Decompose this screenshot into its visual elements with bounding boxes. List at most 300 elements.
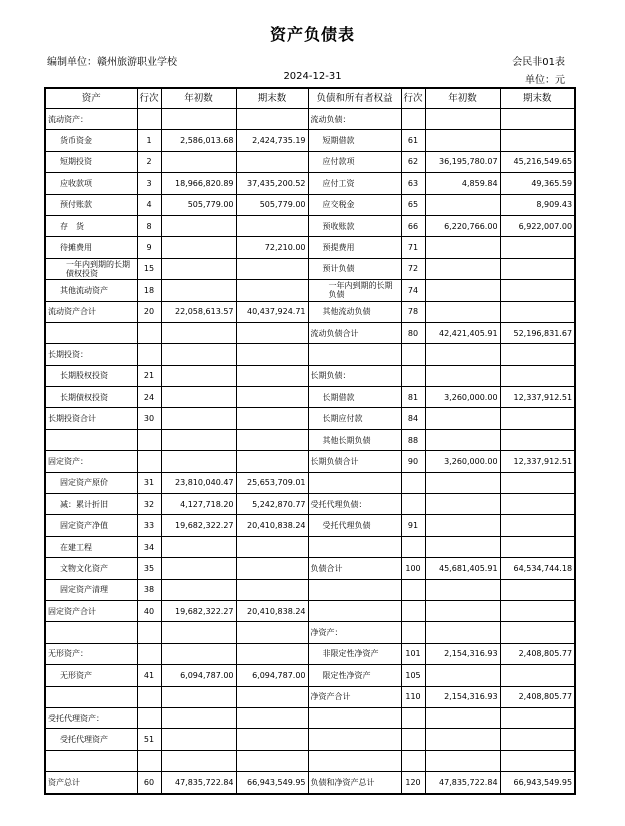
liability-line-no-cell: 61 <box>401 130 425 151</box>
asset-item-cell: 一年内到期的长期债权投资 <box>45 258 137 279</box>
table-row <box>45 301 575 322</box>
asset-ending-cell <box>236 387 308 408</box>
table-row <box>45 772 575 794</box>
liability-beginning-cell: 47,835,722.84 <box>425 772 500 794</box>
asset-beginning-cell <box>161 215 236 236</box>
liability-beginning-cell: 3,260,000.00 <box>425 387 500 408</box>
liability-item-cell <box>308 707 401 728</box>
asset-ending-cell <box>236 579 308 600</box>
table-row <box>45 322 575 343</box>
asset-ending-cell: 20,410,838.24 <box>236 600 308 621</box>
asset-ending-cell <box>236 365 308 386</box>
asset-ending-cell: 72,210.00 <box>236 237 308 258</box>
asset-line-no-cell: 24 <box>137 387 161 408</box>
liability-line-no-cell <box>401 622 425 643</box>
asset-line-no-cell <box>137 707 161 728</box>
asset-beginning-cell <box>161 237 236 258</box>
liability-line-no-cell <box>401 494 425 515</box>
liability-ending-cell: 12,337,912.51 <box>500 387 575 408</box>
liability-ending-cell: 45,216,549.65 <box>500 151 575 172</box>
asset-item-cell <box>45 750 137 771</box>
liability-line-no-cell <box>401 344 425 365</box>
liability-beginning-cell <box>425 365 500 386</box>
liability-item-cell: 应付工资 <box>308 173 401 194</box>
asset-line-no-cell: 41 <box>137 665 161 686</box>
asset-item-cell: 减：累计折旧 <box>45 494 137 515</box>
table-row <box>45 494 575 515</box>
asset-item-cell: 其他流动资产 <box>45 280 137 301</box>
table-row <box>45 194 575 215</box>
table-row <box>45 237 575 258</box>
asset-item-cell <box>45 429 137 450</box>
liability-item-cell: 长期借款 <box>308 387 401 408</box>
asset-ending-cell <box>236 215 308 236</box>
liability-item-cell: 流动负债合计 <box>308 322 401 343</box>
liability-line-no-cell: 101 <box>401 643 425 664</box>
col-header-line-no: 行次 <box>401 88 425 109</box>
liability-beginning-cell <box>425 515 500 536</box>
asset-item-cell: 流动资产合计 <box>45 301 137 322</box>
organization-label: 编制单位：赣州旅游职业学校 <box>47 57 177 68</box>
asset-beginning-cell <box>161 322 236 343</box>
asset-beginning-cell <box>161 558 236 579</box>
liability-line-no-cell <box>401 750 425 771</box>
table-row <box>45 344 575 365</box>
asset-beginning-cell <box>161 579 236 600</box>
liability-ending-cell <box>500 665 575 686</box>
asset-item-cell <box>45 622 137 643</box>
liability-beginning-cell <box>425 280 500 301</box>
liability-beginning-cell <box>425 622 500 643</box>
asset-beginning-cell <box>161 258 236 279</box>
asset-line-no-cell: 40 <box>137 600 161 621</box>
liability-item-cell: 预收账款 <box>308 215 401 236</box>
liability-line-no-cell: 80 <box>401 322 425 343</box>
asset-line-no-cell <box>137 344 161 365</box>
asset-line-no-cell: 51 <box>137 729 161 750</box>
liability-beginning-cell <box>425 109 500 130</box>
asset-beginning-cell: 4,127,718.20 <box>161 494 236 515</box>
asset-line-no-cell: 32 <box>137 494 161 515</box>
asset-line-no-cell: 33 <box>137 515 161 536</box>
asset-line-no-cell: 30 <box>137 408 161 429</box>
asset-ending-cell <box>236 622 308 643</box>
asset-item-cell: 受托代理资产 <box>45 729 137 750</box>
table-row <box>45 686 575 707</box>
report-date: 2024-12-31 <box>283 71 342 82</box>
liability-line-no-cell <box>401 729 425 750</box>
asset-beginning-cell <box>161 429 236 450</box>
liability-line-no-cell: 90 <box>401 451 425 472</box>
liability-ending-cell <box>500 494 575 515</box>
table-row <box>45 643 575 664</box>
asset-item-cell: 资产总计 <box>45 772 137 794</box>
table-row <box>45 215 575 236</box>
asset-line-no-cell <box>137 622 161 643</box>
liability-beginning-cell <box>425 472 500 493</box>
liability-beginning-cell: 4,859.84 <box>425 173 500 194</box>
asset-ending-cell <box>236 451 308 472</box>
asset-beginning-cell: 505,779.00 <box>161 194 236 215</box>
liability-item-cell: 非限定性净资产 <box>308 643 401 664</box>
liability-beginning-cell <box>425 408 500 429</box>
asset-ending-cell: 6,094,787.00 <box>236 665 308 686</box>
liability-beginning-cell <box>425 194 500 215</box>
asset-item-cell: 存 货 <box>45 215 137 236</box>
liability-ending-cell: 2,408,805.77 <box>500 643 575 664</box>
col-header-beginning: 年初数 <box>425 88 500 109</box>
liability-ending-cell <box>500 536 575 557</box>
liability-ending-cell <box>500 258 575 279</box>
asset-line-no-cell <box>137 643 161 664</box>
liability-beginning-cell: 45,681,405.91 <box>425 558 500 579</box>
liability-ending-cell <box>500 707 575 728</box>
table-row <box>45 472 575 493</box>
liability-ending-cell <box>500 130 575 151</box>
asset-line-no-cell <box>137 429 161 450</box>
liability-beginning-cell <box>425 707 500 728</box>
asset-beginning-cell <box>161 280 236 301</box>
liability-line-no-cell: 100 <box>401 558 425 579</box>
table-row <box>45 387 575 408</box>
asset-line-no-cell: 21 <box>137 365 161 386</box>
liability-line-no-cell <box>401 536 425 557</box>
liability-item-cell: 长期应付款 <box>308 408 401 429</box>
liability-ending-cell <box>500 472 575 493</box>
asset-item-cell: 无形资产 <box>45 665 137 686</box>
table-row <box>45 729 575 750</box>
asset-beginning-cell <box>161 536 236 557</box>
liability-beginning-cell: 6,220,766.00 <box>425 215 500 236</box>
asset-beginning-cell <box>161 151 236 172</box>
liability-beginning-cell <box>425 665 500 686</box>
liability-line-no-cell: 88 <box>401 429 425 450</box>
asset-item-cell: 文物文化资产 <box>45 558 137 579</box>
liability-item-cell: 长期负债合计 <box>308 451 401 472</box>
liability-beginning-cell: 2,154,316.93 <box>425 686 500 707</box>
liability-ending-cell <box>500 408 575 429</box>
asset-line-no-cell <box>137 686 161 707</box>
liability-line-no-cell: 63 <box>401 173 425 194</box>
table-row <box>45 429 575 450</box>
liability-beginning-cell: 2,154,316.93 <box>425 643 500 664</box>
liability-line-no-cell: 78 <box>401 301 425 322</box>
liability-ending-cell: 49,365.59 <box>500 173 575 194</box>
liability-item-cell <box>308 579 401 600</box>
asset-ending-cell: 505,779.00 <box>236 194 308 215</box>
asset-ending-cell <box>236 558 308 579</box>
liability-ending-cell <box>500 429 575 450</box>
liability-item-cell: 流动负债： <box>308 109 401 130</box>
liability-ending-cell: 2,408,805.77 <box>500 686 575 707</box>
asset-item-cell <box>45 686 137 707</box>
table-row <box>45 109 575 130</box>
asset-line-no-cell: 31 <box>137 472 161 493</box>
liability-item-cell: 一年内到期的长期负债 <box>308 280 401 301</box>
currency-unit: 单位：元 <box>525 75 565 86</box>
asset-ending-cell: 20,410,838.24 <box>236 515 308 536</box>
liability-item-cell <box>308 472 401 493</box>
table-row <box>45 665 575 686</box>
liability-line-no-cell: 91 <box>401 515 425 536</box>
table-row <box>45 750 575 771</box>
table-row <box>45 451 575 472</box>
liability-ending-cell <box>500 280 575 301</box>
asset-item-cell: 受托代理资产： <box>45 707 137 728</box>
table-row <box>45 151 575 172</box>
form-code: 会民非01表 <box>512 57 565 68</box>
liability-line-no-cell <box>401 600 425 621</box>
liability-item-cell: 其他长期负债 <box>308 429 401 450</box>
asset-beginning-cell <box>161 729 236 750</box>
balance-sheet-table <box>44 87 576 795</box>
asset-ending-cell <box>236 729 308 750</box>
asset-ending-cell: 2,424,735.19 <box>236 130 308 151</box>
asset-beginning-cell <box>161 750 236 771</box>
liability-ending-cell <box>500 344 575 365</box>
liability-item-cell: 受托代理负债 <box>308 515 401 536</box>
asset-line-no-cell <box>137 451 161 472</box>
liability-item-cell <box>308 344 401 365</box>
col-header-ending: 期末数 <box>500 88 575 109</box>
liability-item-cell: 负债和净资产总计 <box>308 772 401 794</box>
asset-ending-cell <box>236 750 308 771</box>
liability-beginning-cell: 36,195,780.07 <box>425 151 500 172</box>
asset-ending-cell <box>236 408 308 429</box>
asset-ending-cell <box>236 643 308 664</box>
liability-line-no-cell <box>401 472 425 493</box>
asset-item-cell: 短期投资 <box>45 151 137 172</box>
asset-beginning-cell <box>161 109 236 130</box>
col-header-ending: 期末数 <box>236 88 308 109</box>
asset-line-no-cell: 38 <box>137 579 161 600</box>
table-row <box>45 622 575 643</box>
table-row <box>45 515 575 536</box>
liability-line-no-cell: 65 <box>401 194 425 215</box>
asset-line-no-cell <box>137 109 161 130</box>
liability-line-no-cell <box>401 579 425 600</box>
table-row <box>45 173 575 194</box>
liability-item-cell <box>308 600 401 621</box>
asset-line-no-cell <box>137 750 161 771</box>
liability-line-no-cell: 62 <box>401 151 425 172</box>
col-header-line-no: 行次 <box>137 88 161 109</box>
liability-line-no-cell: 120 <box>401 772 425 794</box>
asset-beginning-cell: 2,586,013.68 <box>161 130 236 151</box>
table-row <box>45 408 575 429</box>
asset-line-no-cell: 1 <box>137 130 161 151</box>
asset-beginning-cell: 19,682,322.27 <box>161 600 236 621</box>
liability-line-no-cell <box>401 109 425 130</box>
liability-ending-cell: 64,534,744.18 <box>500 558 575 579</box>
asset-ending-cell <box>236 536 308 557</box>
asset-line-no-cell: 3 <box>137 173 161 194</box>
liability-line-no-cell <box>401 365 425 386</box>
liability-line-no-cell: 74 <box>401 280 425 301</box>
liability-item-cell: 长期负债： <box>308 365 401 386</box>
liability-item-cell <box>308 750 401 771</box>
liability-beginning-cell <box>425 301 500 322</box>
liability-ending-cell <box>500 237 575 258</box>
asset-line-no-cell <box>137 322 161 343</box>
asset-ending-cell <box>236 707 308 728</box>
liability-beginning-cell <box>425 429 500 450</box>
asset-item-cell: 在建工程 <box>45 536 137 557</box>
liability-ending-cell <box>500 365 575 386</box>
liability-item-cell <box>308 729 401 750</box>
asset-item-cell: 长期债权投资 <box>45 387 137 408</box>
asset-line-no-cell: 2 <box>137 151 161 172</box>
liability-line-no-cell: 66 <box>401 215 425 236</box>
asset-item-cell: 长期投资： <box>45 344 137 365</box>
table-row <box>45 365 575 386</box>
asset-ending-cell <box>236 429 308 450</box>
report-title: 资产负债表 <box>269 25 355 44</box>
asset-item-cell: 待摊费用 <box>45 237 137 258</box>
asset-line-no-cell: 8 <box>137 215 161 236</box>
asset-item-cell: 固定资产： <box>45 451 137 472</box>
asset-ending-cell <box>236 151 308 172</box>
liability-item-cell: 负债合计 <box>308 558 401 579</box>
asset-beginning-cell: 19,682,322.27 <box>161 515 236 536</box>
table-row <box>45 130 575 151</box>
liability-beginning-cell <box>425 729 500 750</box>
liability-ending-cell: 12,337,912.51 <box>500 451 575 472</box>
asset-line-no-cell: 9 <box>137 237 161 258</box>
asset-item-cell: 固定资产合计 <box>45 600 137 621</box>
table-row <box>45 536 575 557</box>
liability-item-cell: 应付款项 <box>308 151 401 172</box>
asset-beginning-cell <box>161 643 236 664</box>
liability-ending-cell <box>500 600 575 621</box>
liability-beginning-cell <box>425 600 500 621</box>
asset-ending-cell <box>236 686 308 707</box>
asset-item-cell: 无形资产： <box>45 643 137 664</box>
liability-ending-cell <box>500 729 575 750</box>
asset-line-no-cell: 35 <box>137 558 161 579</box>
liability-item-cell: 限定性净资产 <box>308 665 401 686</box>
asset-item-cell: 预付账款 <box>45 194 137 215</box>
liability-line-no-cell: 81 <box>401 387 425 408</box>
asset-item-cell: 固定资产原价 <box>45 472 137 493</box>
liability-beginning-cell <box>425 258 500 279</box>
asset-item-cell: 应收款项 <box>45 173 137 194</box>
asset-beginning-cell <box>161 451 236 472</box>
asset-ending-cell <box>236 109 308 130</box>
table-row <box>45 600 575 621</box>
asset-item-cell: 流动资产： <box>45 109 137 130</box>
asset-beginning-cell <box>161 344 236 365</box>
table-header-row <box>45 88 575 109</box>
liability-beginning-cell: 3,260,000.00 <box>425 451 500 472</box>
asset-ending-cell <box>236 344 308 365</box>
liability-ending-cell <box>500 579 575 600</box>
liability-line-no-cell: 71 <box>401 237 425 258</box>
asset-beginning-cell: 6,094,787.00 <box>161 665 236 686</box>
asset-ending-cell: 37,435,200.52 <box>236 173 308 194</box>
asset-beginning-cell <box>161 387 236 408</box>
liability-beginning-cell <box>425 536 500 557</box>
liability-item-cell: 净资产： <box>308 622 401 643</box>
asset-beginning-cell <box>161 707 236 728</box>
asset-beginning-cell <box>161 622 236 643</box>
asset-beginning-cell <box>161 365 236 386</box>
liability-beginning-cell <box>425 344 500 365</box>
asset-line-no-cell: 4 <box>137 194 161 215</box>
asset-line-no-cell: 60 <box>137 772 161 794</box>
liability-ending-cell: 66,943,549.95 <box>500 772 575 794</box>
table-row <box>45 258 575 279</box>
asset-item-cell: 固定资产清理 <box>45 579 137 600</box>
asset-item-cell: 货币资金 <box>45 130 137 151</box>
asset-line-no-cell: 34 <box>137 536 161 557</box>
asset-line-no-cell: 15 <box>137 258 161 279</box>
asset-beginning-cell <box>161 686 236 707</box>
liability-item-cell: 净资产合计 <box>308 686 401 707</box>
asset-ending-cell: 25,653,709.01 <box>236 472 308 493</box>
liability-item-cell: 其他流动负债 <box>308 301 401 322</box>
liability-item-cell: 应交税金 <box>308 194 401 215</box>
table-row <box>45 579 575 600</box>
liability-beginning-cell <box>425 579 500 600</box>
liability-line-no-cell: 110 <box>401 686 425 707</box>
table-row <box>45 707 575 728</box>
asset-ending-cell: 66,943,549.95 <box>236 772 308 794</box>
liability-line-no-cell: 84 <box>401 408 425 429</box>
liability-line-no-cell <box>401 707 425 728</box>
liability-beginning-cell <box>425 494 500 515</box>
asset-item-cell <box>45 322 137 343</box>
asset-beginning-cell: 47,835,722.84 <box>161 772 236 794</box>
liability-beginning-cell <box>425 130 500 151</box>
table-row <box>45 558 575 579</box>
liability-line-no-cell: 72 <box>401 258 425 279</box>
table-row <box>45 280 575 301</box>
asset-line-no-cell: 20 <box>137 301 161 322</box>
liability-ending-cell: 8,909.43 <box>500 194 575 215</box>
liability-ending-cell <box>500 109 575 130</box>
liability-item-cell: 短期借款 <box>308 130 401 151</box>
liability-ending-cell <box>500 622 575 643</box>
liability-ending-cell <box>500 515 575 536</box>
liability-ending-cell: 6,922,007.00 <box>500 215 575 236</box>
liability-item-cell: 预计负债 <box>308 258 401 279</box>
liability-ending-cell <box>500 750 575 771</box>
asset-ending-cell <box>236 322 308 343</box>
liability-item-cell <box>308 536 401 557</box>
asset-ending-cell: 40,437,924.71 <box>236 301 308 322</box>
asset-beginning-cell: 18,966,820.89 <box>161 173 236 194</box>
liability-ending-cell: 52,196,831.67 <box>500 322 575 343</box>
asset-ending-cell: 5,242,870.77 <box>236 494 308 515</box>
asset-ending-cell <box>236 280 308 301</box>
col-header-assets: 资产 <box>45 88 137 109</box>
asset-ending-cell <box>236 258 308 279</box>
asset-beginning-cell <box>161 408 236 429</box>
liability-item-cell: 受托代理负债： <box>308 494 401 515</box>
asset-item-cell: 固定资产净值 <box>45 515 137 536</box>
liability-beginning-cell <box>425 237 500 258</box>
liability-item-cell: 预提费用 <box>308 237 401 258</box>
liability-beginning-cell <box>425 750 500 771</box>
asset-beginning-cell: 23,810,040.47 <box>161 472 236 493</box>
col-header-beginning: 年初数 <box>161 88 236 109</box>
asset-item-cell: 长期投资合计 <box>45 408 137 429</box>
asset-beginning-cell: 22,058,613.57 <box>161 301 236 322</box>
liability-ending-cell <box>500 301 575 322</box>
asset-line-no-cell: 18 <box>137 280 161 301</box>
asset-item-cell: 长期股权投资 <box>45 365 137 386</box>
